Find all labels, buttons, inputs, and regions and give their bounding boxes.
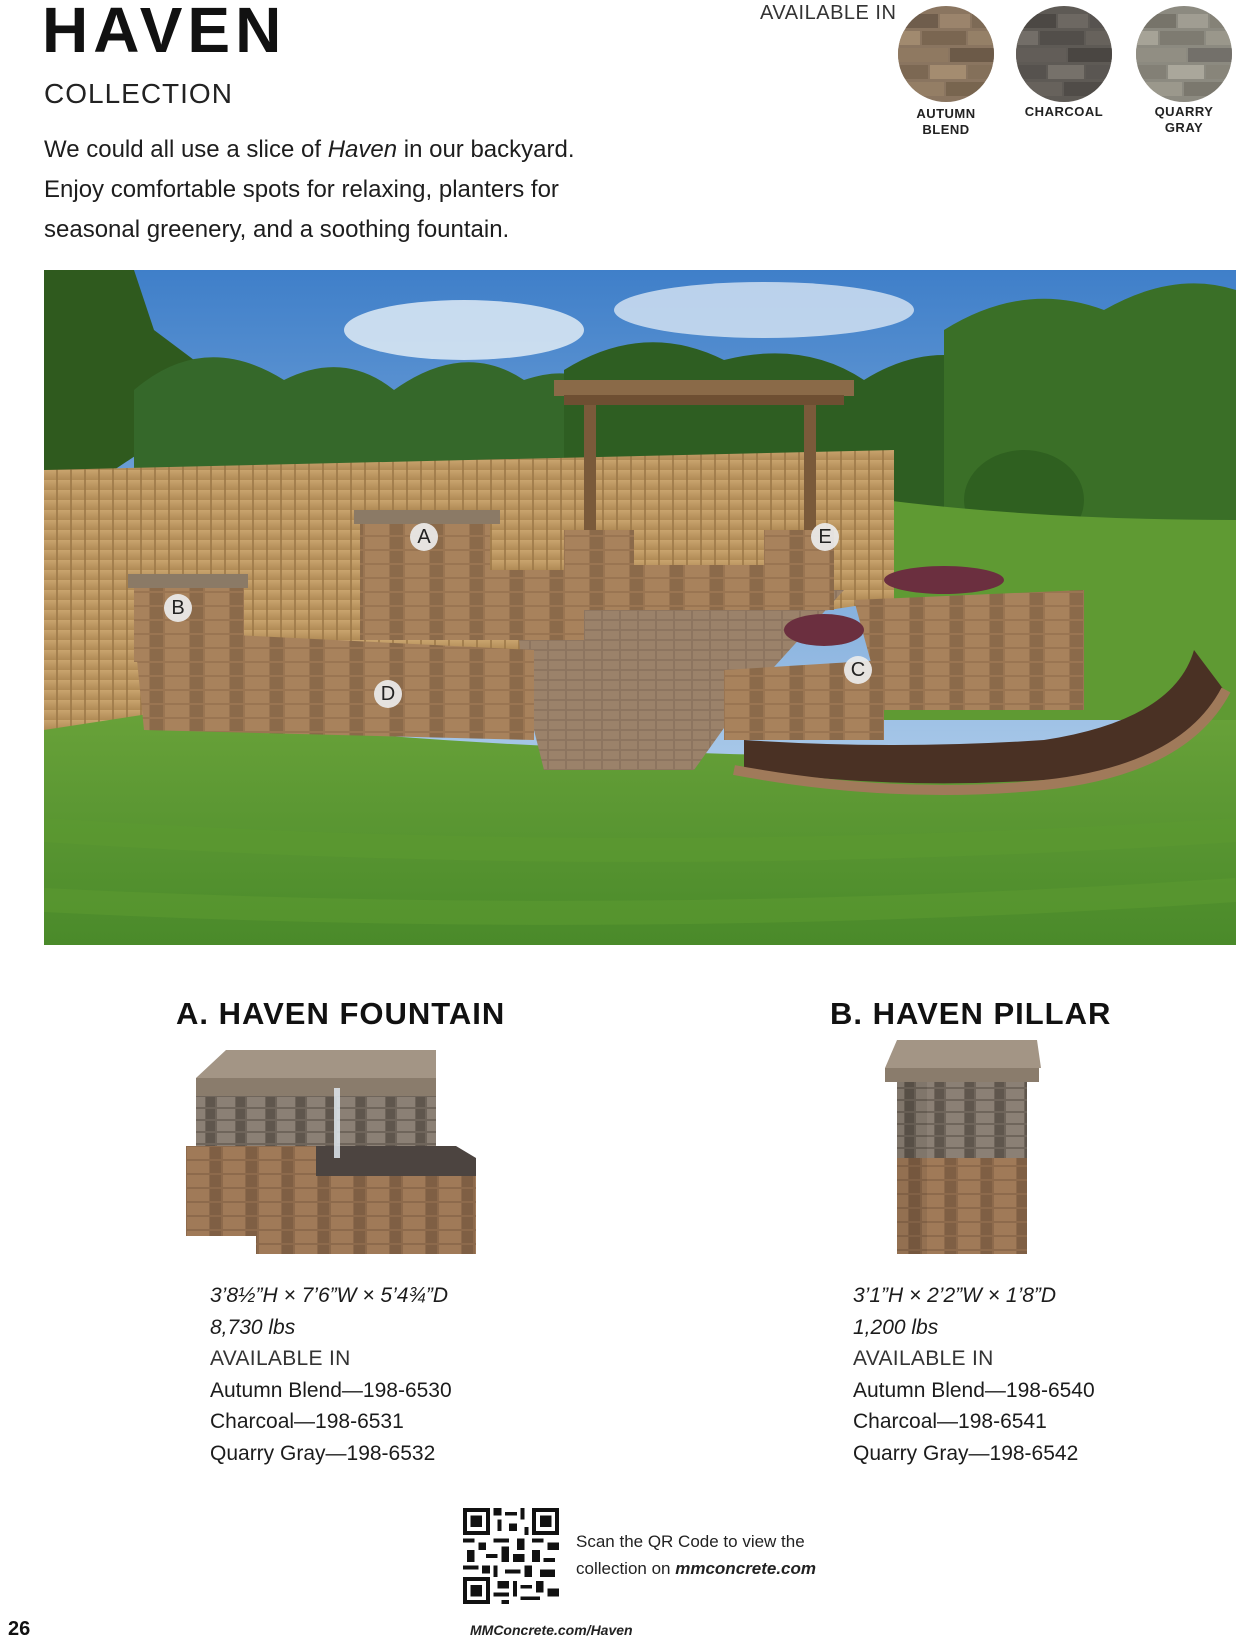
- fountain-dimensions: 3’8½”H × 7’6”W × 5’4¾”D: [210, 1284, 449, 1307]
- pillar-specs: [853, 1280, 1095, 1469]
- brick-texture-charcoal: [1016, 6, 1112, 102]
- qr-caption-line2: [576, 1555, 816, 1582]
- swatch-name-quarry-gray: [1119, 104, 1249, 136]
- hero-backyard-photo: [44, 270, 1236, 945]
- page-number: 26: [8, 1618, 31, 1640]
- qr-caption-line1: Scan the QR Code to view the: [576, 1532, 805, 1551]
- available-in-label: AVAILABLE IN: [760, 2, 897, 24]
- brand-title: HAVEN: [42, 0, 287, 66]
- brick-texture-quarry: [1136, 6, 1232, 102]
- fountain-available-label: AVAILABLE IN: [210, 1347, 351, 1370]
- swatch-autumn-blend: [898, 6, 994, 102]
- swatch-quarry-gray: [1136, 6, 1232, 102]
- fountain-product-image: [186, 1048, 496, 1258]
- swatch-name-line: AUTUMN: [916, 106, 976, 121]
- swatch-name-autumn-blend: [881, 106, 1011, 138]
- swatch-name-line: CHARCOAL: [1024, 104, 1104, 119]
- fountain-sku-quarry: Quarry Gray—198-6532: [210, 1441, 436, 1465]
- footer-url-link[interactable]: MMConcrete.com/Haven: [470, 1622, 633, 1638]
- pillar-sku-quarry: Quarry Gray—198-6542: [853, 1441, 1079, 1465]
- intro-text-start: We could all use a slice of: [44, 136, 328, 163]
- swatch-charcoal: [1016, 6, 1112, 102]
- swatch-name-line: GRAY: [1164, 120, 1204, 135]
- product-title-fountain: A. HAVEN FOUNTAIN: [176, 996, 506, 1031]
- brick-texture-autumn: [898, 6, 994, 102]
- qr-caption-line2-text: collection on: [576, 1559, 676, 1578]
- swatch-name-charcoal: [999, 104, 1129, 120]
- pillar-weight: 1,200 lbs: [853, 1315, 939, 1339]
- pillar-dimensions: 3’1”H × 2’2”W × 1’8”D: [853, 1284, 1057, 1307]
- pillar-sku-autumn: Autumn Blend—198-6540: [853, 1378, 1095, 1402]
- fountain-weight: 8,730 lbs: [210, 1315, 296, 1339]
- hero-marker-c: C: [844, 656, 872, 684]
- pillar-sku-charcoal: Charcoal—198-6541: [853, 1410, 1047, 1433]
- hero-marker-e: E: [811, 523, 839, 551]
- hero-marker-d: D: [374, 680, 402, 708]
- product-title-pillar: B. HAVEN PILLAR: [830, 996, 1112, 1031]
- hero-marker-a: A: [410, 523, 438, 551]
- intro-text-emphasis: Haven: [327, 136, 398, 163]
- collection-label: COLLECTION: [44, 78, 233, 109]
- qr-code[interactable]: [463, 1508, 559, 1604]
- pillar-illustration: [885, 1040, 1045, 1260]
- pillar-available-label: AVAILABLE IN: [853, 1347, 994, 1370]
- fountain-specs: [210, 1280, 452, 1469]
- fountain-illustration: [186, 1048, 496, 1258]
- swatch-name-line: BLEND: [922, 122, 970, 137]
- qr-site-link[interactable]: mmconcrete.com: [675, 1559, 817, 1578]
- fountain-sku-autumn: Autumn Blend—198-6530: [210, 1378, 452, 1402]
- intro-paragraph: [44, 130, 634, 250]
- backyard-scene-illustration: [44, 270, 1236, 945]
- swatch-name-line: QUARRY: [1154, 104, 1214, 119]
- fountain-sku-charcoal: Charcoal—198-6531: [210, 1410, 404, 1433]
- hero-marker-b: B: [164, 594, 192, 622]
- pillar-product-image: [885, 1040, 1045, 1260]
- qr-caption: [576, 1528, 816, 1582]
- intro-text-end: in our backyard. Enjoy comfortable spots for relaxing, planters for seasonal greenery, and a soothing fountain.: [44, 136, 575, 243]
